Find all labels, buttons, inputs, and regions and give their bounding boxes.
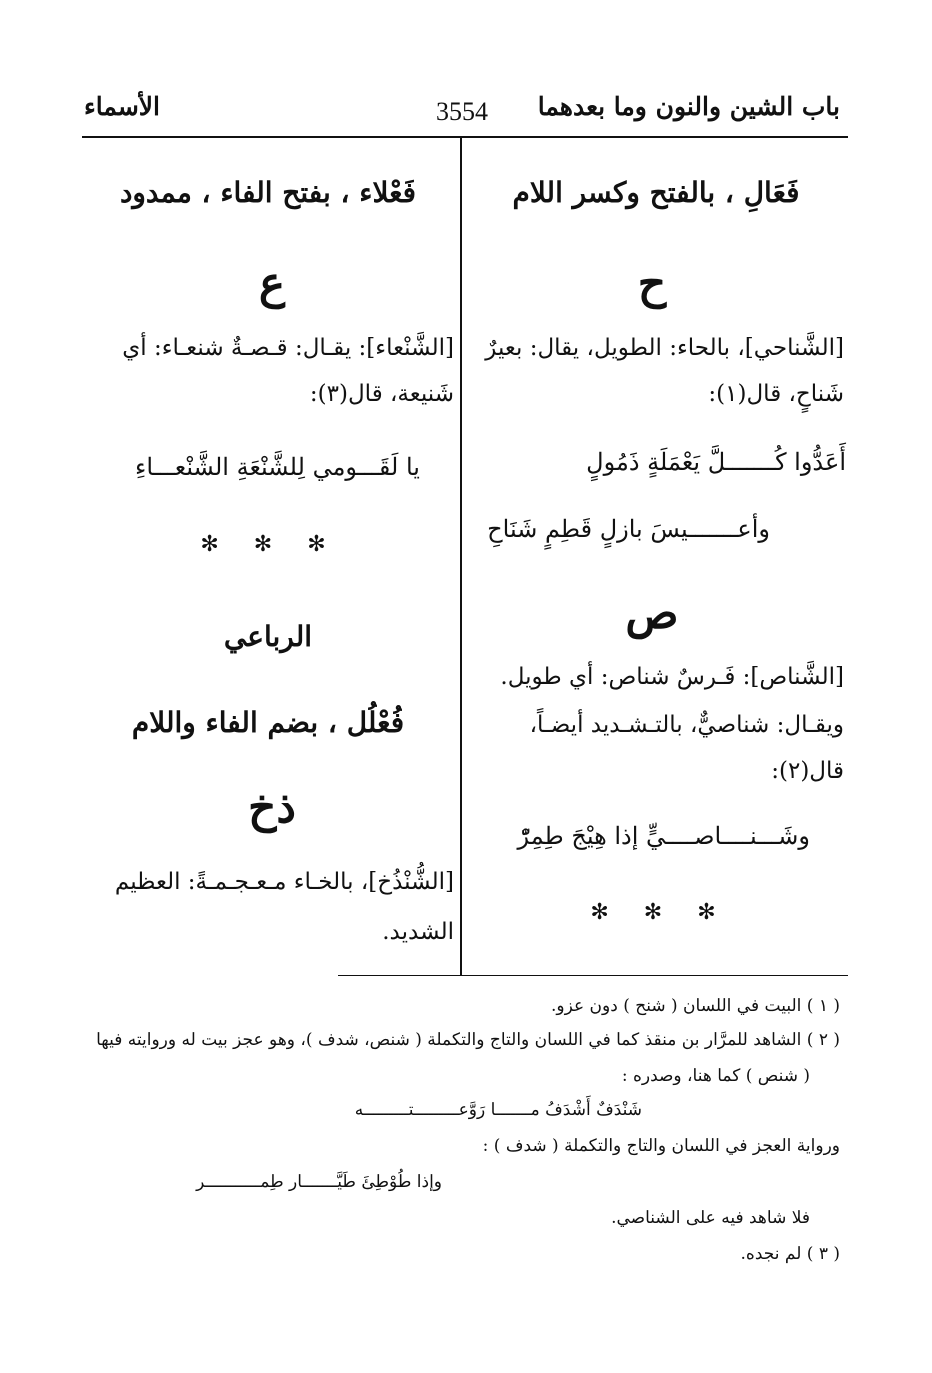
column-divider: [460, 138, 462, 976]
right-section-heading: فَعَالِ ، بالفتح وكسر اللام: [512, 176, 800, 209]
left-section-title: الرباعي: [223, 620, 313, 653]
right-letter-sad: ص: [625, 588, 679, 639]
footnote-3: ( ٣ ) لم نجده.: [740, 1244, 840, 1264]
right-verse-1b: وأعـــــــيسَ بازلٍ قَطِمٍ شَنَاحِ: [487, 515, 770, 543]
footnote-2-verse-2: وإذا طُوْطِئَ طَيَّـــــــار طِمـــــــــــر: [196, 1172, 442, 1192]
right-verse-1a: أَعَدُّوا كُـــــــلَّ يَعْمَلَةٍ ذَمُولٍ: [586, 448, 846, 476]
left-letter-dhal-kha: ذخ: [248, 782, 296, 833]
left-section-heading: فَعْلاء ، بفتح الفاء ، ممدود: [119, 176, 417, 209]
left-entry-2-line-2: الشديد.: [382, 919, 454, 945]
footnote-1: ( ١ ) البيت في اللسان ( شنح ) دون عزو.: [551, 996, 840, 1016]
left-separator-stars: ✻ ✻ ✻: [200, 532, 340, 557]
right-verse-2: وشَـــنــــاصــــيٍّ إذا هِيْجَ طِمِرّْ: [517, 822, 810, 850]
running-title-right: باب الشين والنون وما بعدهما: [537, 92, 840, 121]
right-entry-1-line-2: شَناحٍ، قال(١):: [708, 381, 844, 407]
right-separator-stars: ✻ ✻ ✻: [590, 900, 730, 925]
right-entry-2-line-1: [الشَّناص]: فَـرسٌ شناص: أي طويل.: [500, 664, 844, 690]
footnote-rule: [338, 975, 848, 976]
right-entry-2-line-3: قال(٢):: [771, 758, 844, 784]
footnote-2-line-1: ( ٢ ) الشاهد للمرَّار بن منقذ كما في اللسان والتاج والتكملة ( شنص، شدف )، وهو عجز بيت له وروايته فيها: [96, 1030, 840, 1050]
page-number: 3554: [436, 97, 488, 126]
left-entry-1-line-1: [الشَّنْعاء]: يقـال: قـصـةٌ شنعـاء: أي: [122, 335, 454, 361]
footnote-2-verse-1: شَنْدَفٌ أَشْدَفُ مـــــــا رَوَّعـــــــــتـــــــــه: [354, 1100, 642, 1120]
left-entry-1-line-2: شَنيعة، قال(٣):: [309, 381, 454, 407]
left-entry-2-line-1: [الشُّنْذُخ]، بالخـاء مـعـجـمـةً: العظيم: [114, 869, 454, 895]
footnote-2-line-4: فلا شاهد فيه على الشناصي.: [611, 1208, 810, 1228]
header-rule: [82, 136, 848, 138]
right-entry-1-line-1: [الشَّناحي]، بالحاء: الطويل، يقال: بعيرٌ: [485, 335, 844, 361]
left-verse-1: يا لَقَـــومي لِلشَّنْعَةِ الشَّنْعـــاءِ: [135, 453, 420, 481]
left-section-heading-2: فُعْلُل ، بضم الفاء واللام: [131, 706, 405, 739]
left-letter-ain: ع: [258, 258, 286, 309]
footnote-2-line-2: ( شنص ) كما هنا، وصدره :: [621, 1066, 810, 1086]
right-entry-2-line-2: ويقـال: شناصيٌّ، بالتـشـديد أيضـاً،: [529, 712, 844, 738]
running-title-left: الأسماء: [84, 92, 160, 121]
right-letter-ha: ح: [637, 258, 667, 309]
footnote-2-line-3: ورواية العجز في اللسان والتاج والتكملة ( شدف ) :: [482, 1136, 840, 1156]
